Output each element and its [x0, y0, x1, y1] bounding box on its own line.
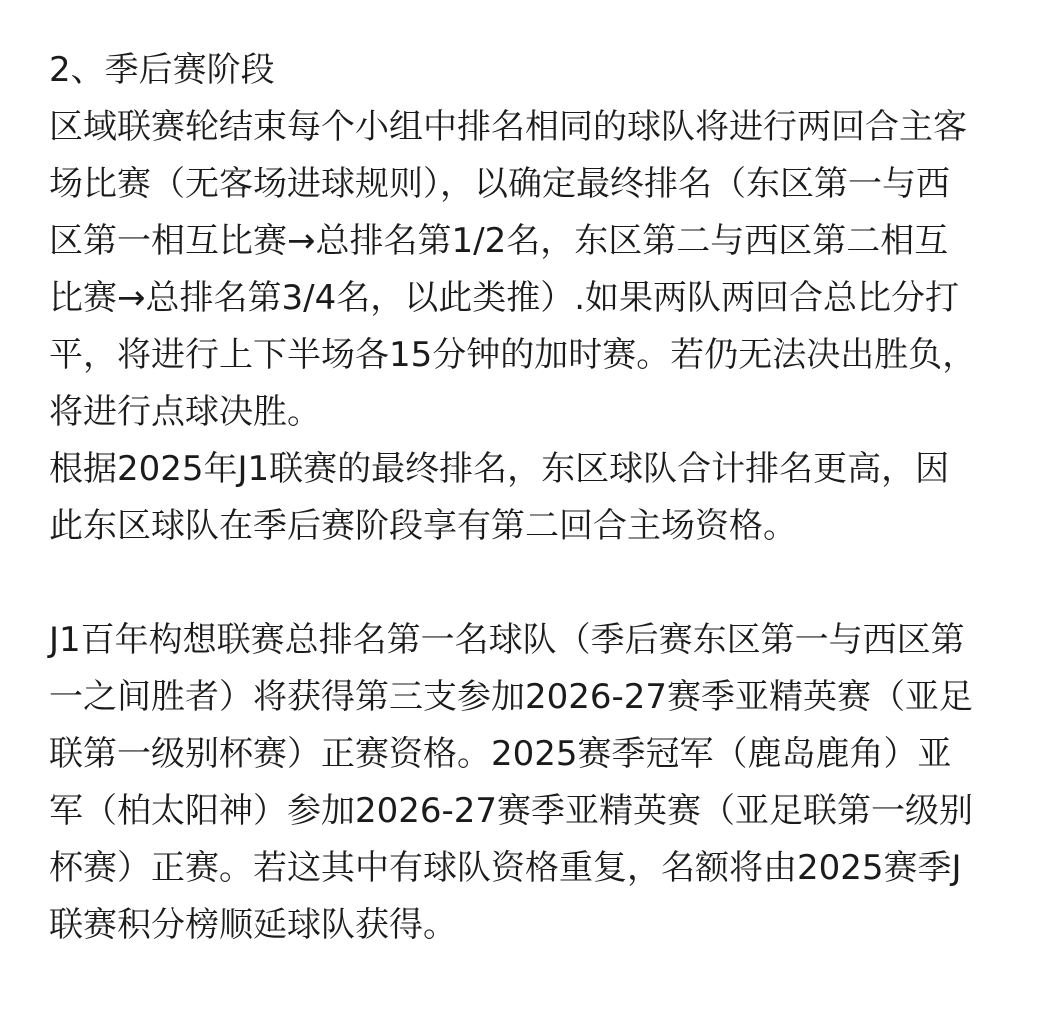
paragraph-line: 联赛积分榜顺延球队获得。 — [49, 905, 457, 945]
paragraph-line: 联第一级别杯赛）正赛资格。2025赛季冠军（鹿岛鹿角）亚 — [49, 734, 952, 774]
paragraph-line: 平，将进行上下半场各15分钟的加时赛。若仍无法决出胜负， — [49, 335, 977, 375]
paragraph-line: 此东区球队在季后赛阶段享有第二回合主场资格。 — [49, 506, 797, 546]
paragraph-line: 根据2025年J1联赛的最终排名，东区球队合计排名更高，因 — [49, 449, 950, 489]
paragraph-line: 比赛→总排名第3/4名，以此类推）.如果两队两回合总比分打 — [49, 278, 960, 318]
paragraph-line: 区第一相互比赛→总排名第1/2名，东区第二与西区第二相互 — [49, 221, 949, 261]
section-heading: 2、季后赛阶段 — [49, 50, 275, 90]
paragraph-line: J1百年构想联赛总排名第一名球队（季后赛东区第一与西区第 — [49, 620, 965, 660]
paragraph-line: 区域联赛轮结束每个小组中排名相同的球队将进行两回合主客 — [49, 107, 967, 147]
paragraph-line: 一之间胜者）将获得第三支参加2026-27赛季亚精英赛（亚足 — [49, 677, 974, 717]
paragraph-spacer — [49, 555, 1029, 612]
paragraph-line: 场比赛（无客场进球规则），以确定最终排名（东区第一与西 — [49, 164, 950, 204]
paragraph-line: 杯赛）正赛。若这其中有球队资格重复，名额将由2025赛季J — [49, 848, 962, 888]
paragraph-line: 军（柏太阳神）参加2026-27赛季亚精英赛（亚足联第一级别 — [49, 791, 974, 831]
paragraph-line: 将进行点球决胜。 — [49, 392, 321, 432]
document-body — [49, 42, 1029, 954]
